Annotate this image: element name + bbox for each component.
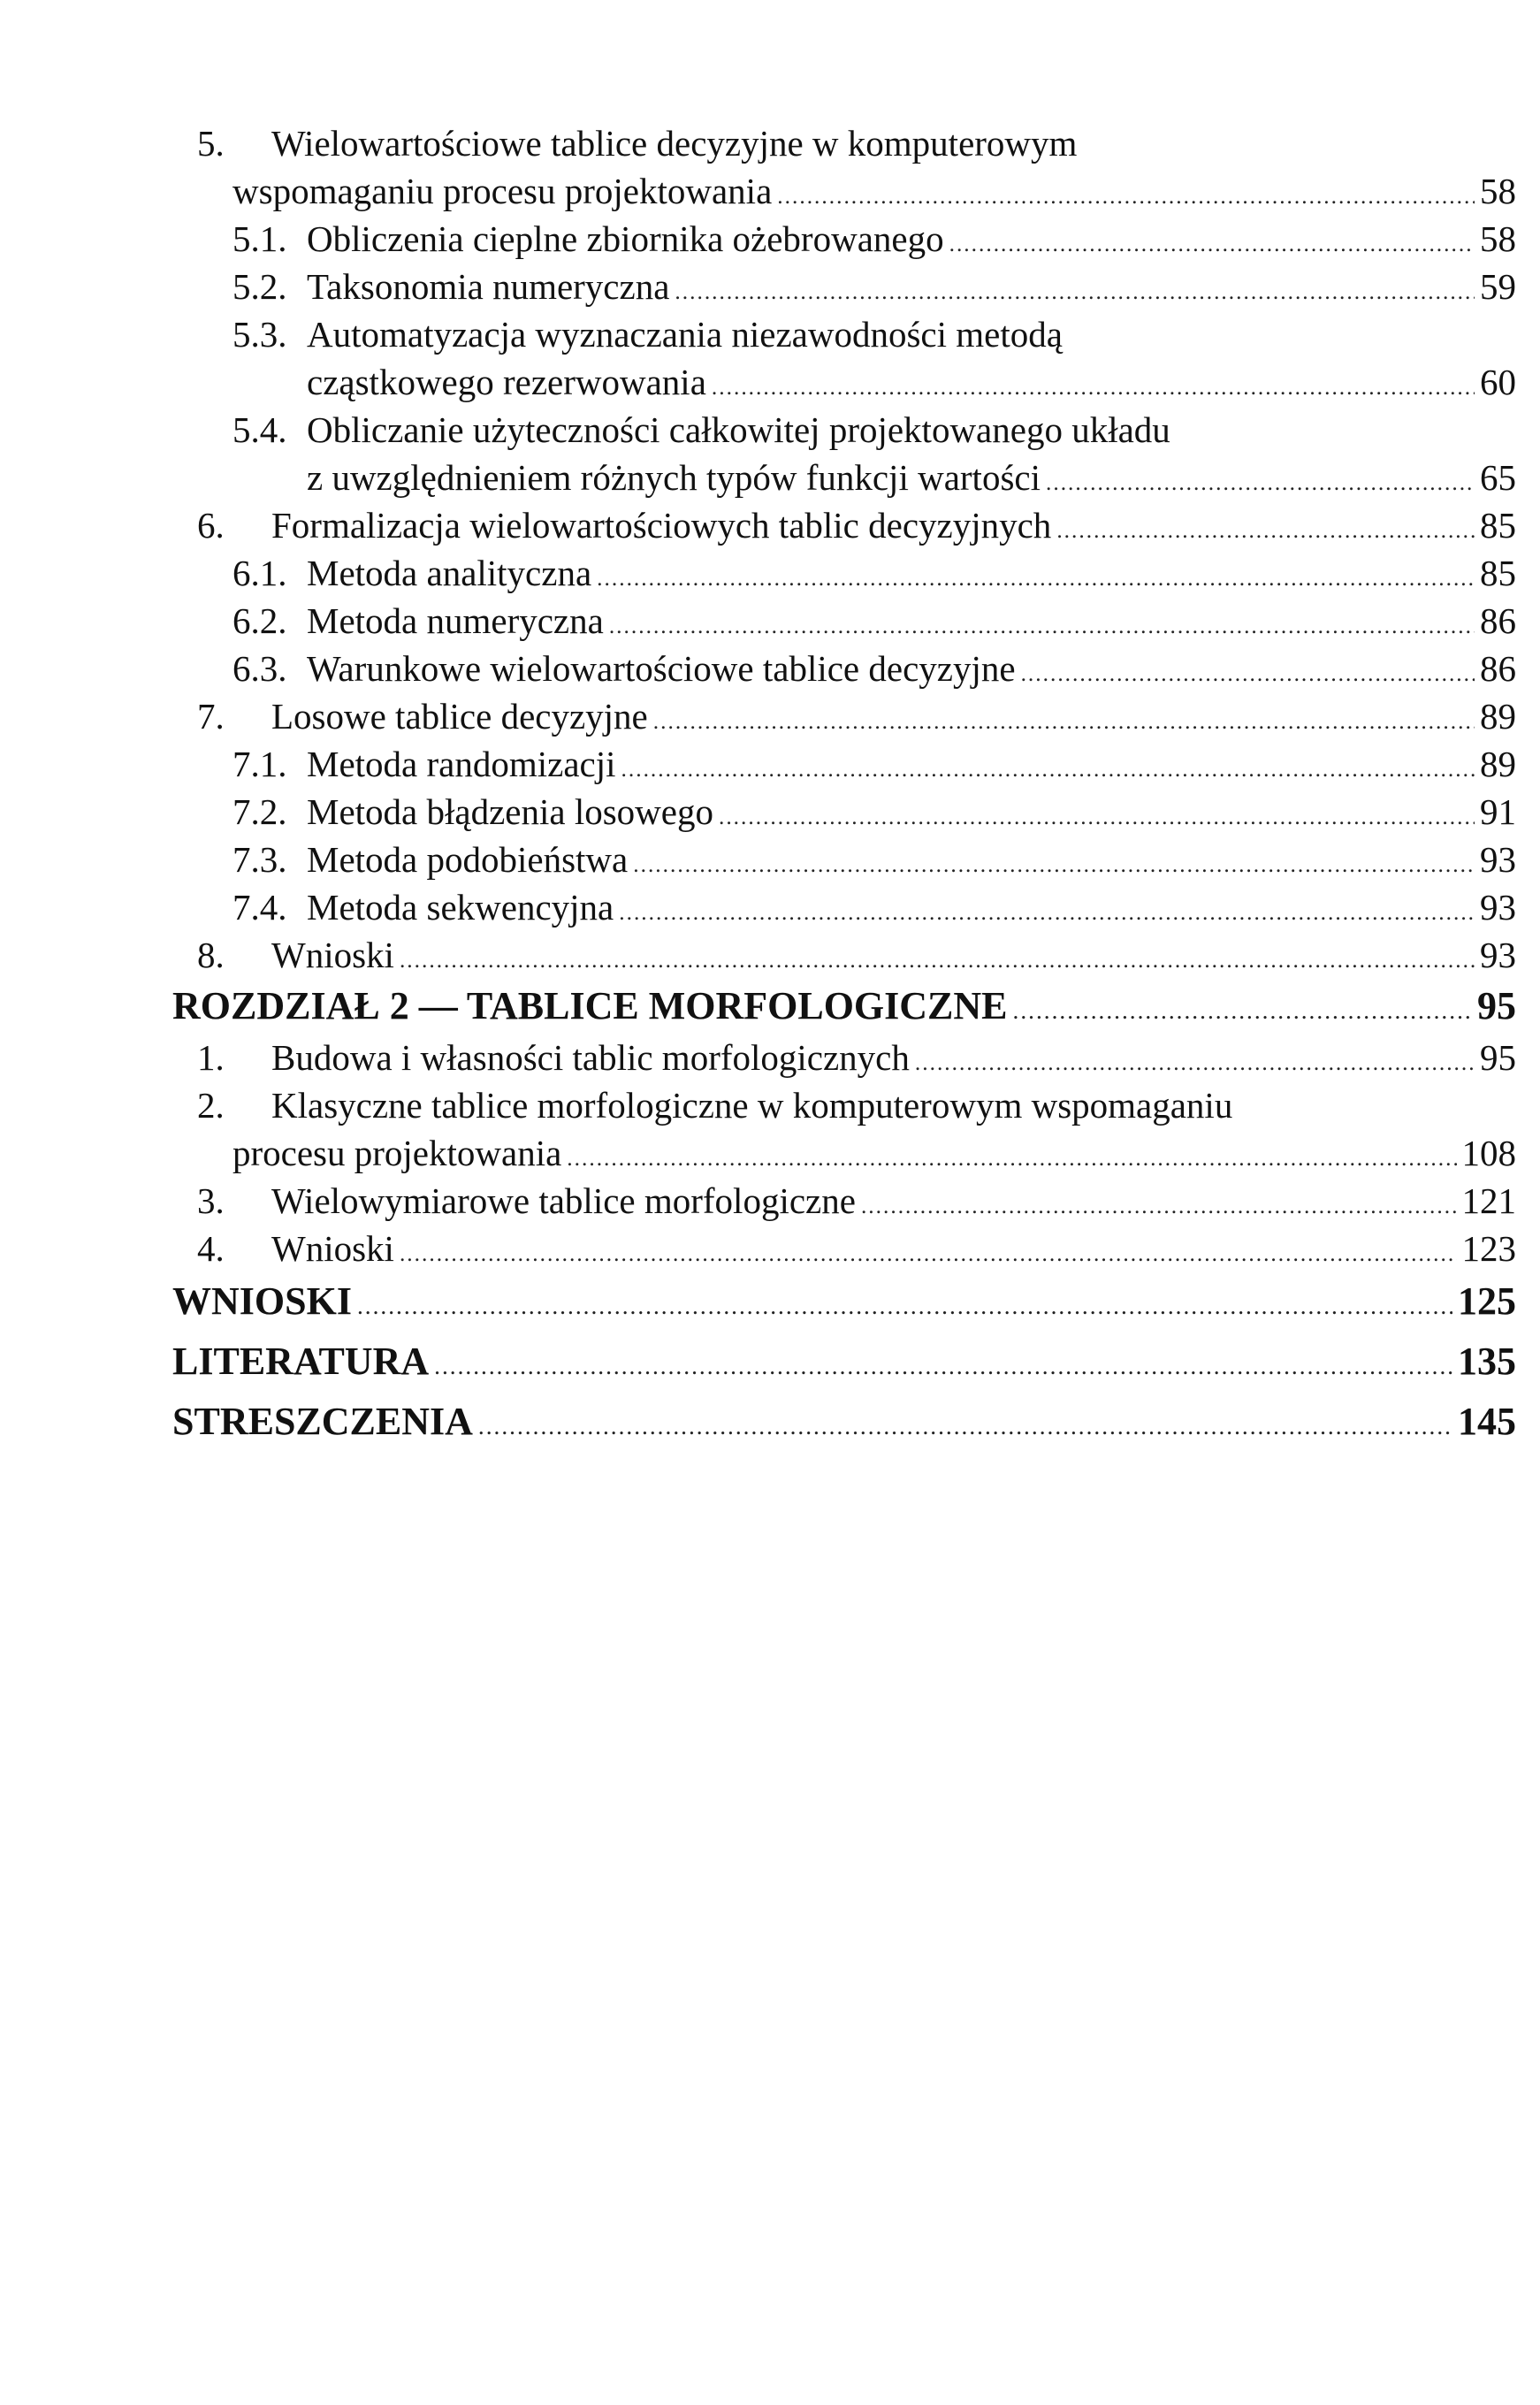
- toc-entry-number: 6.1.: [233, 553, 287, 593]
- toc-entry-page: 89: [1480, 744, 1516, 784]
- toc-entry-number: 6.2.: [233, 600, 287, 641]
- toc-entry-page: 86: [1480, 648, 1516, 689]
- toc-entry-page: 60: [1480, 362, 1516, 402]
- toc-entry: [172, 695, 1516, 743]
- dot-leader: [777, 184, 1475, 210]
- toc-entry-title: [233, 265, 669, 308]
- toc-entry-page: 91: [1480, 791, 1516, 832]
- toc-entry-number: 6.: [197, 505, 225, 546]
- toc-entry-title: [197, 1036, 910, 1079]
- toc-entry-number: 4.: [197, 1228, 225, 1269]
- dot-leader: [1021, 661, 1475, 687]
- toc-entry: [172, 1275, 1516, 1335]
- dot-leader: [1056, 518, 1475, 544]
- toc-entry: [172, 456, 1516, 504]
- toc-entry: [172, 934, 1516, 981]
- toc-entry-text: cząstkowego rezerwowania: [307, 362, 706, 402]
- toc-entry-number: 5.: [197, 123, 225, 164]
- dot-leader: [633, 852, 1475, 878]
- toc-entry-text: WNIOSKI: [172, 1279, 352, 1323]
- toc-entry-page: 145: [1458, 1400, 1516, 1443]
- toc-entry-number: 8.: [197, 935, 225, 975]
- toc-entry: [172, 265, 1516, 313]
- toc-entry-title: [197, 504, 1051, 546]
- dot-leader: [915, 1050, 1475, 1076]
- dot-leader: [619, 900, 1475, 926]
- toc-entry-text: Metoda randomizacji: [307, 744, 616, 784]
- toc-entry-text: Wielowymiarowe tablice morfologiczne: [271, 1180, 856, 1221]
- toc-entry-title: [233, 886, 614, 928]
- toc-entry-page: 65: [1480, 457, 1516, 498]
- toc-entry-number: 7.2.: [233, 791, 287, 832]
- toc-entry-page: 59: [1480, 266, 1516, 307]
- toc-entry-page: 108: [1461, 1133, 1516, 1173]
- toc-entry-page: 89: [1480, 696, 1516, 737]
- dot-leader: [434, 1353, 1452, 1380]
- toc-entry: [172, 838, 1516, 886]
- toc-entry: [172, 1036, 1516, 1084]
- toc-entry-title: [197, 934, 394, 976]
- toc-entry-title: [233, 838, 628, 881]
- toc-entry-page: 135: [1458, 1340, 1516, 1383]
- toc-entry: [172, 122, 1516, 170]
- toc-entry: [172, 790, 1516, 838]
- toc-entry-page: 123: [1461, 1228, 1516, 1269]
- toc-entry-text: Metoda numeryczna: [307, 600, 604, 641]
- toc-entry-title: [197, 1180, 856, 1222]
- toc-entry-page: 58: [1480, 218, 1516, 259]
- toc-entry-title: [172, 1339, 429, 1384]
- toc-entry-title: [233, 647, 1016, 690]
- toc-entry-title: [233, 552, 591, 594]
- dot-leader: [478, 1413, 1452, 1440]
- toc-entry-text: LITERATURA: [172, 1340, 430, 1383]
- toc-entry-title: [233, 313, 1063, 355]
- toc-entry: [172, 408, 1516, 456]
- toc-entry-title: [233, 743, 616, 785]
- toc-entry-title: [307, 456, 1041, 499]
- dot-leader: [719, 805, 1475, 830]
- toc-entry-page: 95: [1480, 1037, 1516, 1078]
- toc-entry: [172, 886, 1516, 934]
- toc-entry-text: Wielowartościowe tablice decyzyjne w komputerowym: [271, 123, 1078, 164]
- toc-entry-text: Metoda sekwencyjna: [307, 887, 614, 928]
- toc-entry-title: [197, 1227, 394, 1270]
- toc-entry-title: [233, 599, 604, 642]
- toc-entry-text: Obliczenia cieplne zbiornika ożebrowanego: [307, 218, 944, 259]
- toc-entry-page: 85: [1480, 553, 1516, 593]
- dot-leader: [621, 757, 1475, 783]
- toc-entry-text: Klasyczne tablice morfologiczne w komputerowym wspomaganiu: [271, 1085, 1233, 1126]
- toc-entry-number: 2.: [197, 1085, 225, 1126]
- toc-entry: [172, 361, 1516, 408]
- dot-leader: [861, 1194, 1457, 1219]
- toc-entry: [172, 504, 1516, 552]
- toc-entry: [172, 1084, 1516, 1132]
- dot-leader: [597, 566, 1475, 592]
- table-of-contents: [172, 122, 1516, 1455]
- toc-entry-title: [233, 408, 1170, 451]
- toc-entry-page: 125: [1458, 1279, 1516, 1323]
- dot-leader: [400, 1241, 1457, 1267]
- toc-entry-title: [197, 1084, 1232, 1126]
- toc-entry-text: Automatyzacja wyznaczania niezawodności metodą: [307, 314, 1063, 355]
- toc-entry-text: procesu projektowania: [233, 1133, 562, 1173]
- toc-entry: [172, 313, 1516, 361]
- toc-entry-page: 93: [1480, 935, 1516, 975]
- dot-leader: [653, 709, 1475, 735]
- toc-entry-text: Metoda analityczna: [307, 553, 592, 593]
- toc-entry-text: wspomaganiu procesu projektowania: [233, 171, 773, 211]
- toc-entry-title: [197, 122, 1077, 164]
- toc-entry-number: 6.3.: [233, 648, 287, 689]
- toc-entry: [172, 981, 1516, 1036]
- toc-entry: [172, 552, 1516, 599]
- dot-leader: [609, 614, 1475, 639]
- toc-entry: [172, 1180, 1516, 1227]
- dot-leader: [400, 948, 1475, 973]
- dot-leader: [1046, 470, 1475, 496]
- toc-entry-title: [233, 170, 772, 212]
- toc-entry-page: 93: [1480, 839, 1516, 880]
- toc-entry-number: 1.: [197, 1037, 225, 1078]
- dot-leader: [712, 375, 1475, 401]
- toc-entry-page: 58: [1480, 171, 1516, 211]
- toc-entry: [172, 1227, 1516, 1275]
- toc-entry-text: Metoda podobieństwa: [307, 839, 629, 880]
- toc-entry-text: Taksonomia numeryczna: [307, 266, 670, 307]
- toc-entry-number: 5.4.: [233, 409, 287, 450]
- toc-entry: [172, 1335, 1516, 1395]
- toc-entry-number: 5.1.: [233, 218, 287, 259]
- toc-entry-text: Warunkowe wielowartościowe tablice decyzyjne: [307, 648, 1016, 689]
- toc-entry-text: z uwzględnieniem różnych typów funkcji wartości: [307, 457, 1041, 498]
- toc-entry-number: 3.: [197, 1180, 225, 1221]
- toc-entry: [172, 218, 1516, 265]
- toc-entry-number: 5.3.: [233, 314, 287, 355]
- toc-entry-text: Budowa i własności tablic morfologicznych: [271, 1037, 910, 1078]
- toc-entry-page: 121: [1461, 1180, 1516, 1221]
- toc-entry: [172, 1395, 1516, 1455]
- toc-entry-title: [172, 983, 1008, 1028]
- toc-entry-text: Metoda błądzenia losowego: [307, 791, 713, 832]
- toc-entry: [172, 1132, 1516, 1180]
- toc-entry: [172, 599, 1516, 647]
- dot-leader: [357, 1293, 1452, 1320]
- toc-entry-title: [172, 1279, 352, 1324]
- toc-entry-title: [233, 1132, 561, 1174]
- toc-entry-text: Wnioski: [271, 1228, 394, 1269]
- toc-entry-text: Losowe tablice decyzyjne: [271, 696, 648, 737]
- toc-entry-number: 7.3.: [233, 839, 287, 880]
- toc-entry-title: [197, 695, 648, 737]
- toc-entry-number: 7.4.: [233, 887, 287, 928]
- dot-leader: [1013, 997, 1472, 1025]
- toc-entry-text: Wnioski: [271, 935, 394, 975]
- toc-entry-text: Obliczanie użyteczności całkowitej projektowanego układu: [307, 409, 1170, 450]
- dot-leader: [675, 279, 1475, 305]
- toc-entry-number: 7.1.: [233, 744, 287, 784]
- toc-entry: [172, 647, 1516, 695]
- toc-entry-title: [233, 790, 713, 833]
- toc-entry-page: 93: [1480, 887, 1516, 928]
- toc-entry-page: 85: [1480, 505, 1516, 546]
- toc-entry-page: 86: [1480, 600, 1516, 641]
- toc-entry-title: [172, 1399, 473, 1444]
- dot-leader: [567, 1146, 1456, 1172]
- toc-entry: [172, 170, 1516, 218]
- toc-entry: [172, 743, 1516, 790]
- toc-entry-text: ROZDZIAŁ 2 — TABLICE MORFOLOGICZNE: [172, 984, 1008, 1027]
- dot-leader: [949, 232, 1475, 257]
- toc-entry-number: 5.2.: [233, 266, 287, 307]
- toc-entry-text: STRESZCZENIA: [172, 1400, 473, 1443]
- toc-entry-title: [233, 218, 944, 260]
- toc-entry-page: 95: [1477, 984, 1516, 1027]
- toc-entry-number: 7.: [197, 696, 225, 737]
- toc-entry-title: [307, 361, 706, 403]
- toc-entry-text: Formalizacja wielowartościowych tablic decyzyjnych: [271, 505, 1052, 546]
